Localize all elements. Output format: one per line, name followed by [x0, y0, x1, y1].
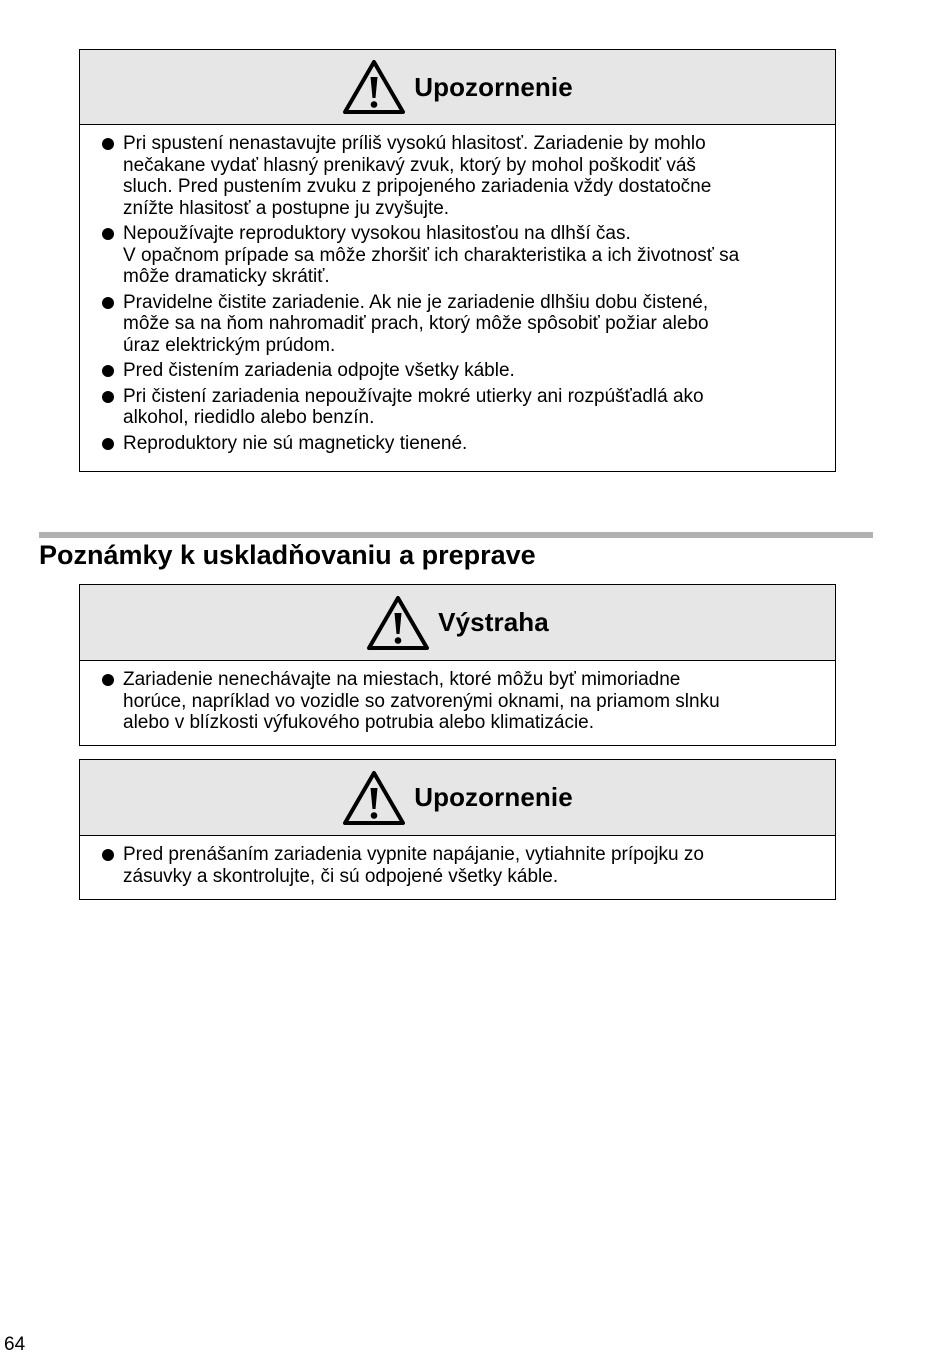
bullet-icon: [102, 391, 114, 403]
warning-box-header: [80, 585, 835, 661]
bullet-icon: [102, 365, 114, 377]
caution-box-2-header: [80, 760, 835, 836]
warning-triangle-icon: [366, 595, 430, 651]
caution-box-1-list: [102, 133, 821, 454]
page-number: 64: [4, 1334, 26, 1355]
bullet-icon: [102, 674, 114, 686]
caution-box-1-body: [80, 125, 835, 464]
list-item-text: Pri čistení zariadenia nepoužívajte mokré utierky ani rozpúšťadlá ako alkohol, riedidlo alebo benzín.: [123, 385, 704, 428]
list-item-text: Zariadenie nenechávajte na miestach, ktoré môžu byť mimoriadne horúce, napríklad vo vozidle so zatvorenými oknami, na priamom slnku alebo v blízkosti výfukového potrubia alebo klimatizácie.: [123, 669, 720, 733]
list-item: [102, 386, 821, 429]
bullet-icon: [102, 849, 114, 861]
list-item: [102, 133, 821, 219]
list-item: [102, 433, 821, 455]
warning-box: [79, 584, 836, 746]
bullet-icon: [102, 228, 114, 240]
list-item: [102, 292, 821, 357]
caution-box-2-title: Upozornenie: [414, 782, 573, 812]
list-item: [102, 360, 821, 382]
list-item-text: Pred čistením zariadenia odpojte všetky káble.: [123, 360, 515, 381]
caution-box-2: [79, 759, 836, 900]
section-title: Poznámky k uskladňovaniu a preprave: [39, 540, 536, 570]
warning-triangle-icon: [342, 59, 406, 115]
list-item-text: Pri spustení nenastavujte príliš vysokú hlasitosť. Zariadenie by mohlo nečakane vydať hlasný prenikavý zvuk, ktorý by mohol poškodiť váš sluch. Pred pustením zvuku z pripojeného zariadenia vždy dostatočne znížte hlasitosť a postupne ju zvyšujte.: [123, 133, 712, 219]
warning-triangle-icon: [342, 770, 406, 826]
list-item: [102, 844, 821, 887]
warning-box-title: Výstraha: [438, 607, 549, 637]
bullet-icon: [102, 138, 114, 150]
caution-box-2-body: [80, 836, 835, 897]
caution-box-2-list: [102, 844, 821, 887]
list-item-text: Nepoužívajte reproduktory vysokou hlasitosťou na dlhší čas. V opačnom prípade sa môže zhoršiť ich charakteristika a ich životnosť sa môže dramaticky skrátiť.: [123, 223, 740, 287]
list-item-text: Pred prenášaním zariadenia vypnite napájanie, vytiahnite prípojku zo zásuvky a skontrolujte, či sú odpojené všetky káble.: [123, 844, 704, 887]
caution-box-1-header: [80, 50, 835, 125]
list-item: [102, 223, 821, 288]
list-item-text: Pravidelne čistite zariadenie. Ak nie je zariadenie dlhšiu dobu čistené, môže sa na ňom nahromadiť prach, ktorý môže spôsobiť požiar alebo úraz elektrickým prúdom.: [123, 291, 709, 356]
list-item: [102, 669, 821, 734]
bullet-icon: [102, 438, 114, 450]
bullet-icon: [102, 297, 114, 309]
caution-box-1: [79, 49, 836, 472]
caution-box-1-title: Upozornenie: [414, 71, 573, 102]
list-item-text: Reproduktory nie sú magneticky tienené.: [123, 432, 468, 454]
warning-box-list: [102, 669, 821, 734]
warning-box-body: [80, 661, 835, 744]
